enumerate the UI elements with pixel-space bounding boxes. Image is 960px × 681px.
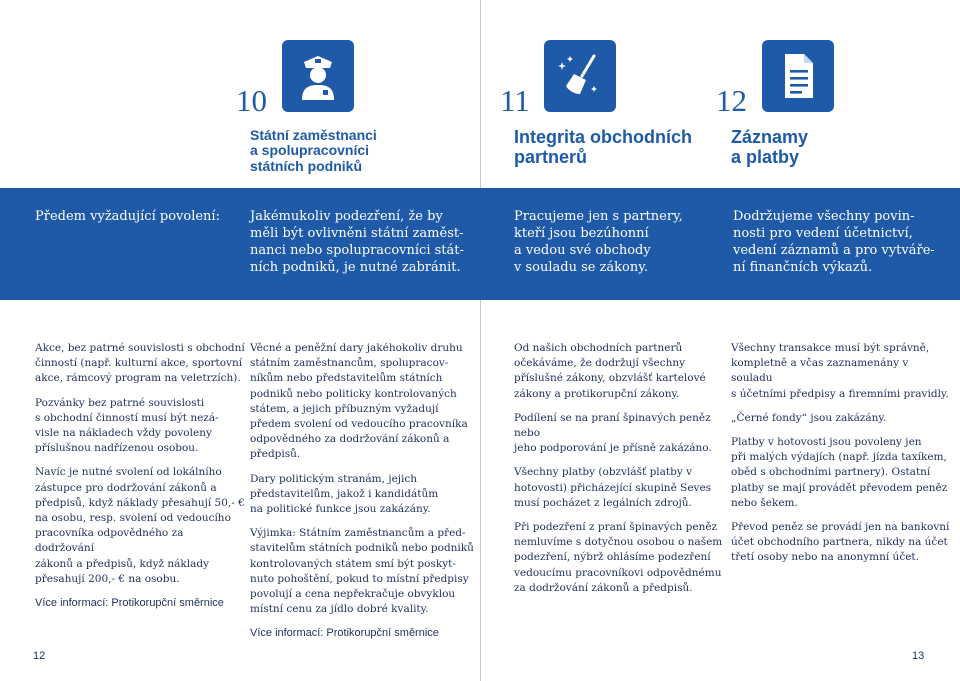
paragraph: Od našich obchodních partnerů očekáváme, že dodržují všechny příslušné zákony, obzvlášť kartelové zákony a protikorupční zákony.: [514, 342, 706, 400]
paragraph: Platby v hotovosti jsou povoleny jen při malých výdajích (např. jízda taxíkem, oběd s obchodními partnery). Ostatní platby se mají provádět převodem peněz nebo šekem.: [731, 436, 948, 509]
paragraph: Převod peněz se provádí jen na bankovní účet obchodního partnera, nikdy na účet třetí osoby nebo na anonymní účet.: [731, 521, 950, 564]
section-title-10: Státní zaměstnanci a spolupracovníci státních podniků: [250, 127, 377, 174]
section-number-11: 11: [500, 83, 530, 118]
body-column-2: [250, 341, 475, 651]
paragraph: Při podezření z praní špinavých peněz nemluvíme s dotyčnou osobou o našem podezření, nýbrž ohlásíme podezření vedoucímu pracovníkovi odpovědnému za dodržování zákonů a předpisů.: [514, 521, 723, 594]
paragraph: Dary politickým stranám, jejich představitelům, jakož i kandidátům na politické funkce jsou zakázány.: [250, 472, 439, 516]
intro-band: [0, 188, 960, 300]
paragraph: Všechny platby (obzvlášť platby v hotovosti) přicházející skupině Seves musí pocházet z legálních zdrojů.: [514, 466, 712, 509]
section-title-12: Záznamy a platby: [731, 127, 809, 167]
paragraph: Navíc je nutné svolení od lokálního zástupce pro dodržování zákonů a předpisů, když náklady přesahují 50,- € na osobu, resp. svolení od vedoucího pracovníka odpovědného za dodržování zákonů a předpisů, když náklady přesahují 200,- € na osobu.: [35, 466, 245, 585]
paragraph: Pozvánky bez patrné souvislosti s obchodní činností musí být nezá- visle na nákladech vždy povoleny příslušnou nadřízenou osobou.: [35, 396, 219, 455]
band-label: Předem vyžadující povolení:: [35, 209, 220, 224]
body-column-3: [514, 341, 724, 605]
paragraph: Podílení se na praní špinavých peněz nebo jeho podporování je přísně zakázáno.: [514, 411, 712, 455]
band-text-12: Dodržujeme všechny povin- nosti pro vedení účetnictví, vedení záznamů a pro vytváře- ní finančních výkazů.: [733, 209, 935, 275]
paragraph: Věcné a peněžní dary jakéhokoliv druhu státním zaměstnancům, spolupracov- níkům nebo představitelům státních podniků nebo politicky kontrolovaných státem, a jejich příbuzným vyžadují předem svolení od vedoucího pracovníka odpovědného za dodržování zákonů a předpisů.: [250, 342, 468, 461]
band-text-11: Pracujeme jen s partnery, kteří jsou bezúhonní a vedou své obchody v souladu se zákony.: [514, 209, 683, 275]
paragraph: „Černé fondy“ jsou zakázány.: [731, 411, 887, 424]
paragraph: Akce, bez patrné souvislosti s obchodní činností (např. kulturní akce, sportovní akce, rámcový program na veletrzích).: [35, 342, 245, 385]
body-column-4: [731, 341, 951, 575]
paragraph: Všechny transakce musí být správně, kompletně a včas zaznamenány v souladu s účetními předpisy a firemními pravidly.: [731, 342, 949, 400]
band-text-10: Jakémukoliv podezření, že by měli být ovlivněni státní zaměst- nanci nebo spolupracovníci stát- ních podniků, je nutné zabránit.: [250, 209, 464, 275]
section-number-12: 12: [716, 83, 747, 118]
page-number-right: 13: [912, 650, 925, 662]
section-title-11: Integrita obchodních partnerů: [514, 127, 692, 167]
more-info-link[interactable]: Více informací: Protikorupční směrnice: [250, 627, 439, 640]
broom-clean-icon: [544, 40, 616, 112]
paragraph: Výjimka: Státním zaměstnancům a před- stavitelům státních podniků nebo podniků kontrolovaných státem smí být poskyt- nuto pohoštění, pokud to místní předpisy povolují a cena nepřekračuje obvyklou místní cenu za jídlo dobré kvality.: [250, 527, 474, 616]
section-number-10: 10: [236, 83, 267, 118]
page-number-left: 12: [33, 650, 46, 662]
document-icon: [762, 40, 834, 112]
more-info-link[interactable]: Více informací: Protikorupční směrnice: [35, 597, 224, 610]
police-officer-icon: [282, 40, 354, 112]
page-spine: [480, 0, 481, 681]
body-column-1: [35, 341, 245, 620]
